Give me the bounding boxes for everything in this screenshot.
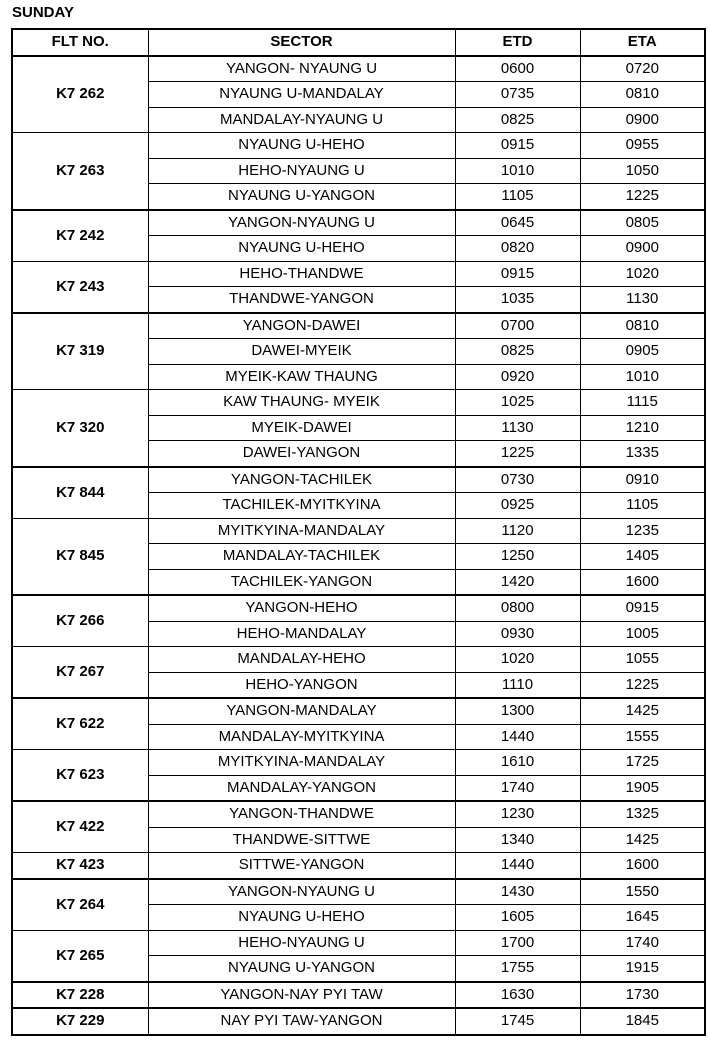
etd-cell: 0925 — [455, 493, 580, 519]
flight-number-cell: K7 242 — [12, 210, 148, 262]
flight-number-cell: K7 422 — [12, 801, 148, 853]
table-row — [12, 390, 705, 416]
etd-cell: 1340 — [455, 827, 580, 853]
sector-cell: MYITKYINA-MANDALAY — [148, 518, 455, 544]
etd-cell: 1020 — [455, 647, 580, 673]
header-eta: ETA — [580, 29, 705, 56]
etd-cell: 0730 — [455, 467, 580, 493]
etd-cell: 1300 — [455, 698, 580, 724]
flight-number-cell: K7 623 — [12, 750, 148, 802]
eta-cell: 1405 — [580, 544, 705, 570]
flight-number-cell: K7 267 — [12, 647, 148, 699]
etd-cell: 1755 — [455, 956, 580, 982]
sector-cell: YANGON-MANDALAY — [148, 698, 455, 724]
eta-cell: 1425 — [580, 698, 705, 724]
sector-cell: KAW THAUNG- MYEIK — [148, 390, 455, 416]
eta-cell: 0810 — [580, 82, 705, 108]
etd-cell: 1105 — [455, 184, 580, 210]
sector-cell: YANGON-TACHILEK — [148, 467, 455, 493]
eta-cell: 1005 — [580, 621, 705, 647]
etd-cell: 0915 — [455, 133, 580, 159]
etd-cell: 1440 — [455, 724, 580, 750]
etd-cell: 1010 — [455, 158, 580, 184]
sector-cell: MANDALAY-TACHILEK — [148, 544, 455, 570]
sector-cell: NYAUNG U-MANDALAY — [148, 82, 455, 108]
table-row — [12, 210, 705, 236]
etd-cell: 1025 — [455, 390, 580, 416]
flight-group — [12, 982, 705, 1009]
flight-group — [12, 56, 705, 210]
sector-cell: NYAUNG U-YANGON — [148, 184, 455, 210]
sector-cell: YANGON-NAY PYI TAW — [148, 982, 455, 1009]
eta-cell: 1115 — [580, 390, 705, 416]
sector-cell: NAY PYI TAW-YANGON — [148, 1008, 455, 1035]
sector-cell: YANGON- NYAUNG U — [148, 56, 455, 82]
eta-cell: 1730 — [580, 982, 705, 1009]
etd-cell: 1630 — [455, 982, 580, 1009]
table-row — [12, 982, 705, 1009]
eta-cell: 1210 — [580, 415, 705, 441]
sector-cell: MANDALAY-YANGON — [148, 775, 455, 801]
flight-group — [12, 698, 705, 801]
etd-cell: 0825 — [455, 339, 580, 365]
eta-cell: 1550 — [580, 879, 705, 905]
sector-cell: HEHO-NYAUNG U — [148, 930, 455, 956]
table-row — [12, 595, 705, 621]
eta-cell: 0900 — [580, 236, 705, 262]
table-row — [12, 930, 705, 956]
table-row — [12, 313, 705, 339]
etd-cell: 1610 — [455, 750, 580, 776]
etd-cell: 0825 — [455, 107, 580, 133]
eta-cell: 1335 — [580, 441, 705, 467]
sector-cell: HEHO-NYAUNG U — [148, 158, 455, 184]
sector-cell: NYAUNG U-HEHO — [148, 905, 455, 931]
sector-cell: HEHO-THANDWE — [148, 261, 455, 287]
etd-cell: 0915 — [455, 261, 580, 287]
table-row — [12, 133, 705, 159]
eta-cell: 1105 — [580, 493, 705, 519]
table-row — [12, 518, 705, 544]
etd-cell: 1130 — [455, 415, 580, 441]
eta-cell: 1645 — [580, 905, 705, 931]
eta-cell: 0900 — [580, 107, 705, 133]
eta-cell: 0915 — [580, 595, 705, 621]
flight-group — [12, 879, 705, 982]
sector-cell: HEHO-MANDALAY — [148, 621, 455, 647]
sector-cell: THANDWE-SITTWE — [148, 827, 455, 853]
etd-cell: 0700 — [455, 313, 580, 339]
eta-cell: 1225 — [580, 184, 705, 210]
flight-number-cell: K7 320 — [12, 390, 148, 467]
eta-cell: 1600 — [580, 569, 705, 595]
eta-cell: 0810 — [580, 313, 705, 339]
etd-cell: 1230 — [455, 801, 580, 827]
flight-group — [12, 595, 705, 698]
sector-cell: YANGON-HEHO — [148, 595, 455, 621]
sector-cell: MYEIK-DAWEI — [148, 415, 455, 441]
flight-number-cell: K7 319 — [12, 313, 148, 390]
flight-number-cell: K7 262 — [12, 56, 148, 133]
header-sector: SECTOR — [148, 29, 455, 56]
etd-cell: 1110 — [455, 672, 580, 698]
header-row — [12, 29, 705, 56]
sector-cell: YANGON-NYAUNG U — [148, 879, 455, 905]
flight-group — [12, 210, 705, 313]
table-row — [12, 1008, 705, 1035]
eta-cell: 1130 — [580, 287, 705, 313]
sector-cell: MYITKYINA-MANDALAY — [148, 750, 455, 776]
etd-cell: 1420 — [455, 569, 580, 595]
sector-cell: YANGON-NYAUNG U — [148, 210, 455, 236]
sector-cell: MANDALAY-MYITKYINA — [148, 724, 455, 750]
flight-schedule-table — [11, 28, 706, 1036]
sector-cell: MANDALAY-NYAUNG U — [148, 107, 455, 133]
eta-cell: 1235 — [580, 518, 705, 544]
sector-cell: TACHILEK-MYITKYINA — [148, 493, 455, 519]
flight-number-cell: K7 228 — [12, 982, 148, 1009]
sector-cell: MANDALAY-HEHO — [148, 647, 455, 673]
eta-cell: 1740 — [580, 930, 705, 956]
flight-number-cell: K7 263 — [12, 133, 148, 210]
flight-group — [12, 1008, 705, 1035]
sector-cell: NYAUNG U-HEHO — [148, 133, 455, 159]
eta-cell: 0905 — [580, 339, 705, 365]
etd-cell: 0645 — [455, 210, 580, 236]
etd-cell: 0920 — [455, 364, 580, 390]
sector-cell: YANGON-THANDWE — [148, 801, 455, 827]
eta-cell: 0910 — [580, 467, 705, 493]
flight-number-cell: K7 229 — [12, 1008, 148, 1035]
etd-cell: 1250 — [455, 544, 580, 570]
etd-cell: 0600 — [455, 56, 580, 82]
etd-cell: 0735 — [455, 82, 580, 108]
flight-number-cell: K7 266 — [12, 595, 148, 647]
table-row — [12, 698, 705, 724]
eta-cell: 1050 — [580, 158, 705, 184]
etd-cell: 0820 — [455, 236, 580, 262]
eta-cell: 1845 — [580, 1008, 705, 1035]
flight-group — [12, 801, 705, 879]
etd-cell: 1430 — [455, 879, 580, 905]
eta-cell: 1425 — [580, 827, 705, 853]
table-row — [12, 801, 705, 827]
sector-cell: MYEIK-KAW THAUNG — [148, 364, 455, 390]
sector-cell: DAWEI-YANGON — [148, 441, 455, 467]
day-title: SUNDAY — [12, 4, 74, 21]
flight-number-cell: K7 844 — [12, 467, 148, 519]
sector-cell: HEHO-YANGON — [148, 672, 455, 698]
eta-cell: 1010 — [580, 364, 705, 390]
eta-cell: 1055 — [580, 647, 705, 673]
eta-cell: 1915 — [580, 956, 705, 982]
table-row — [12, 56, 705, 82]
flight-number-cell: K7 265 — [12, 930, 148, 982]
etd-cell: 1745 — [455, 1008, 580, 1035]
header-flight-no: FLT NO. — [12, 29, 148, 56]
etd-cell: 1120 — [455, 518, 580, 544]
flight-number-cell: K7 243 — [12, 261, 148, 313]
etd-cell: 1740 — [455, 775, 580, 801]
table-row — [12, 879, 705, 905]
sector-cell: THANDWE-YANGON — [148, 287, 455, 313]
flight-number-cell: K7 423 — [12, 853, 148, 879]
sector-cell: YANGON-DAWEI — [148, 313, 455, 339]
etd-cell: 1700 — [455, 930, 580, 956]
sector-cell: TACHILEK-YANGON — [148, 569, 455, 595]
eta-cell: 1020 — [580, 261, 705, 287]
sector-cell: SITTWE-YANGON — [148, 853, 455, 879]
etd-cell: 1440 — [455, 853, 580, 879]
etd-cell: 1035 — [455, 287, 580, 313]
flight-group — [12, 313, 705, 467]
flight-number-cell: K7 264 — [12, 879, 148, 931]
flight-number-cell: K7 845 — [12, 518, 148, 595]
eta-cell: 1555 — [580, 724, 705, 750]
sector-cell: NYAUNG U-YANGON — [148, 956, 455, 982]
eta-cell: 1600 — [580, 853, 705, 879]
sector-cell: NYAUNG U-HEHO — [148, 236, 455, 262]
header-etd: ETD — [455, 29, 580, 56]
table-row — [12, 261, 705, 287]
eta-cell: 1225 — [580, 672, 705, 698]
sector-cell: DAWEI-MYEIK — [148, 339, 455, 365]
eta-cell: 1325 — [580, 801, 705, 827]
flight-number-cell: K7 622 — [12, 698, 148, 750]
eta-cell: 0805 — [580, 210, 705, 236]
table-row — [12, 467, 705, 493]
etd-cell: 1605 — [455, 905, 580, 931]
eta-cell: 0720 — [580, 56, 705, 82]
eta-cell: 1905 — [580, 775, 705, 801]
table-row — [12, 647, 705, 673]
flight-group — [12, 467, 705, 596]
table-row — [12, 853, 705, 879]
eta-cell: 1725 — [580, 750, 705, 776]
table-row — [12, 750, 705, 776]
etd-cell: 1225 — [455, 441, 580, 467]
eta-cell: 0955 — [580, 133, 705, 159]
etd-cell: 0800 — [455, 595, 580, 621]
etd-cell: 0930 — [455, 621, 580, 647]
